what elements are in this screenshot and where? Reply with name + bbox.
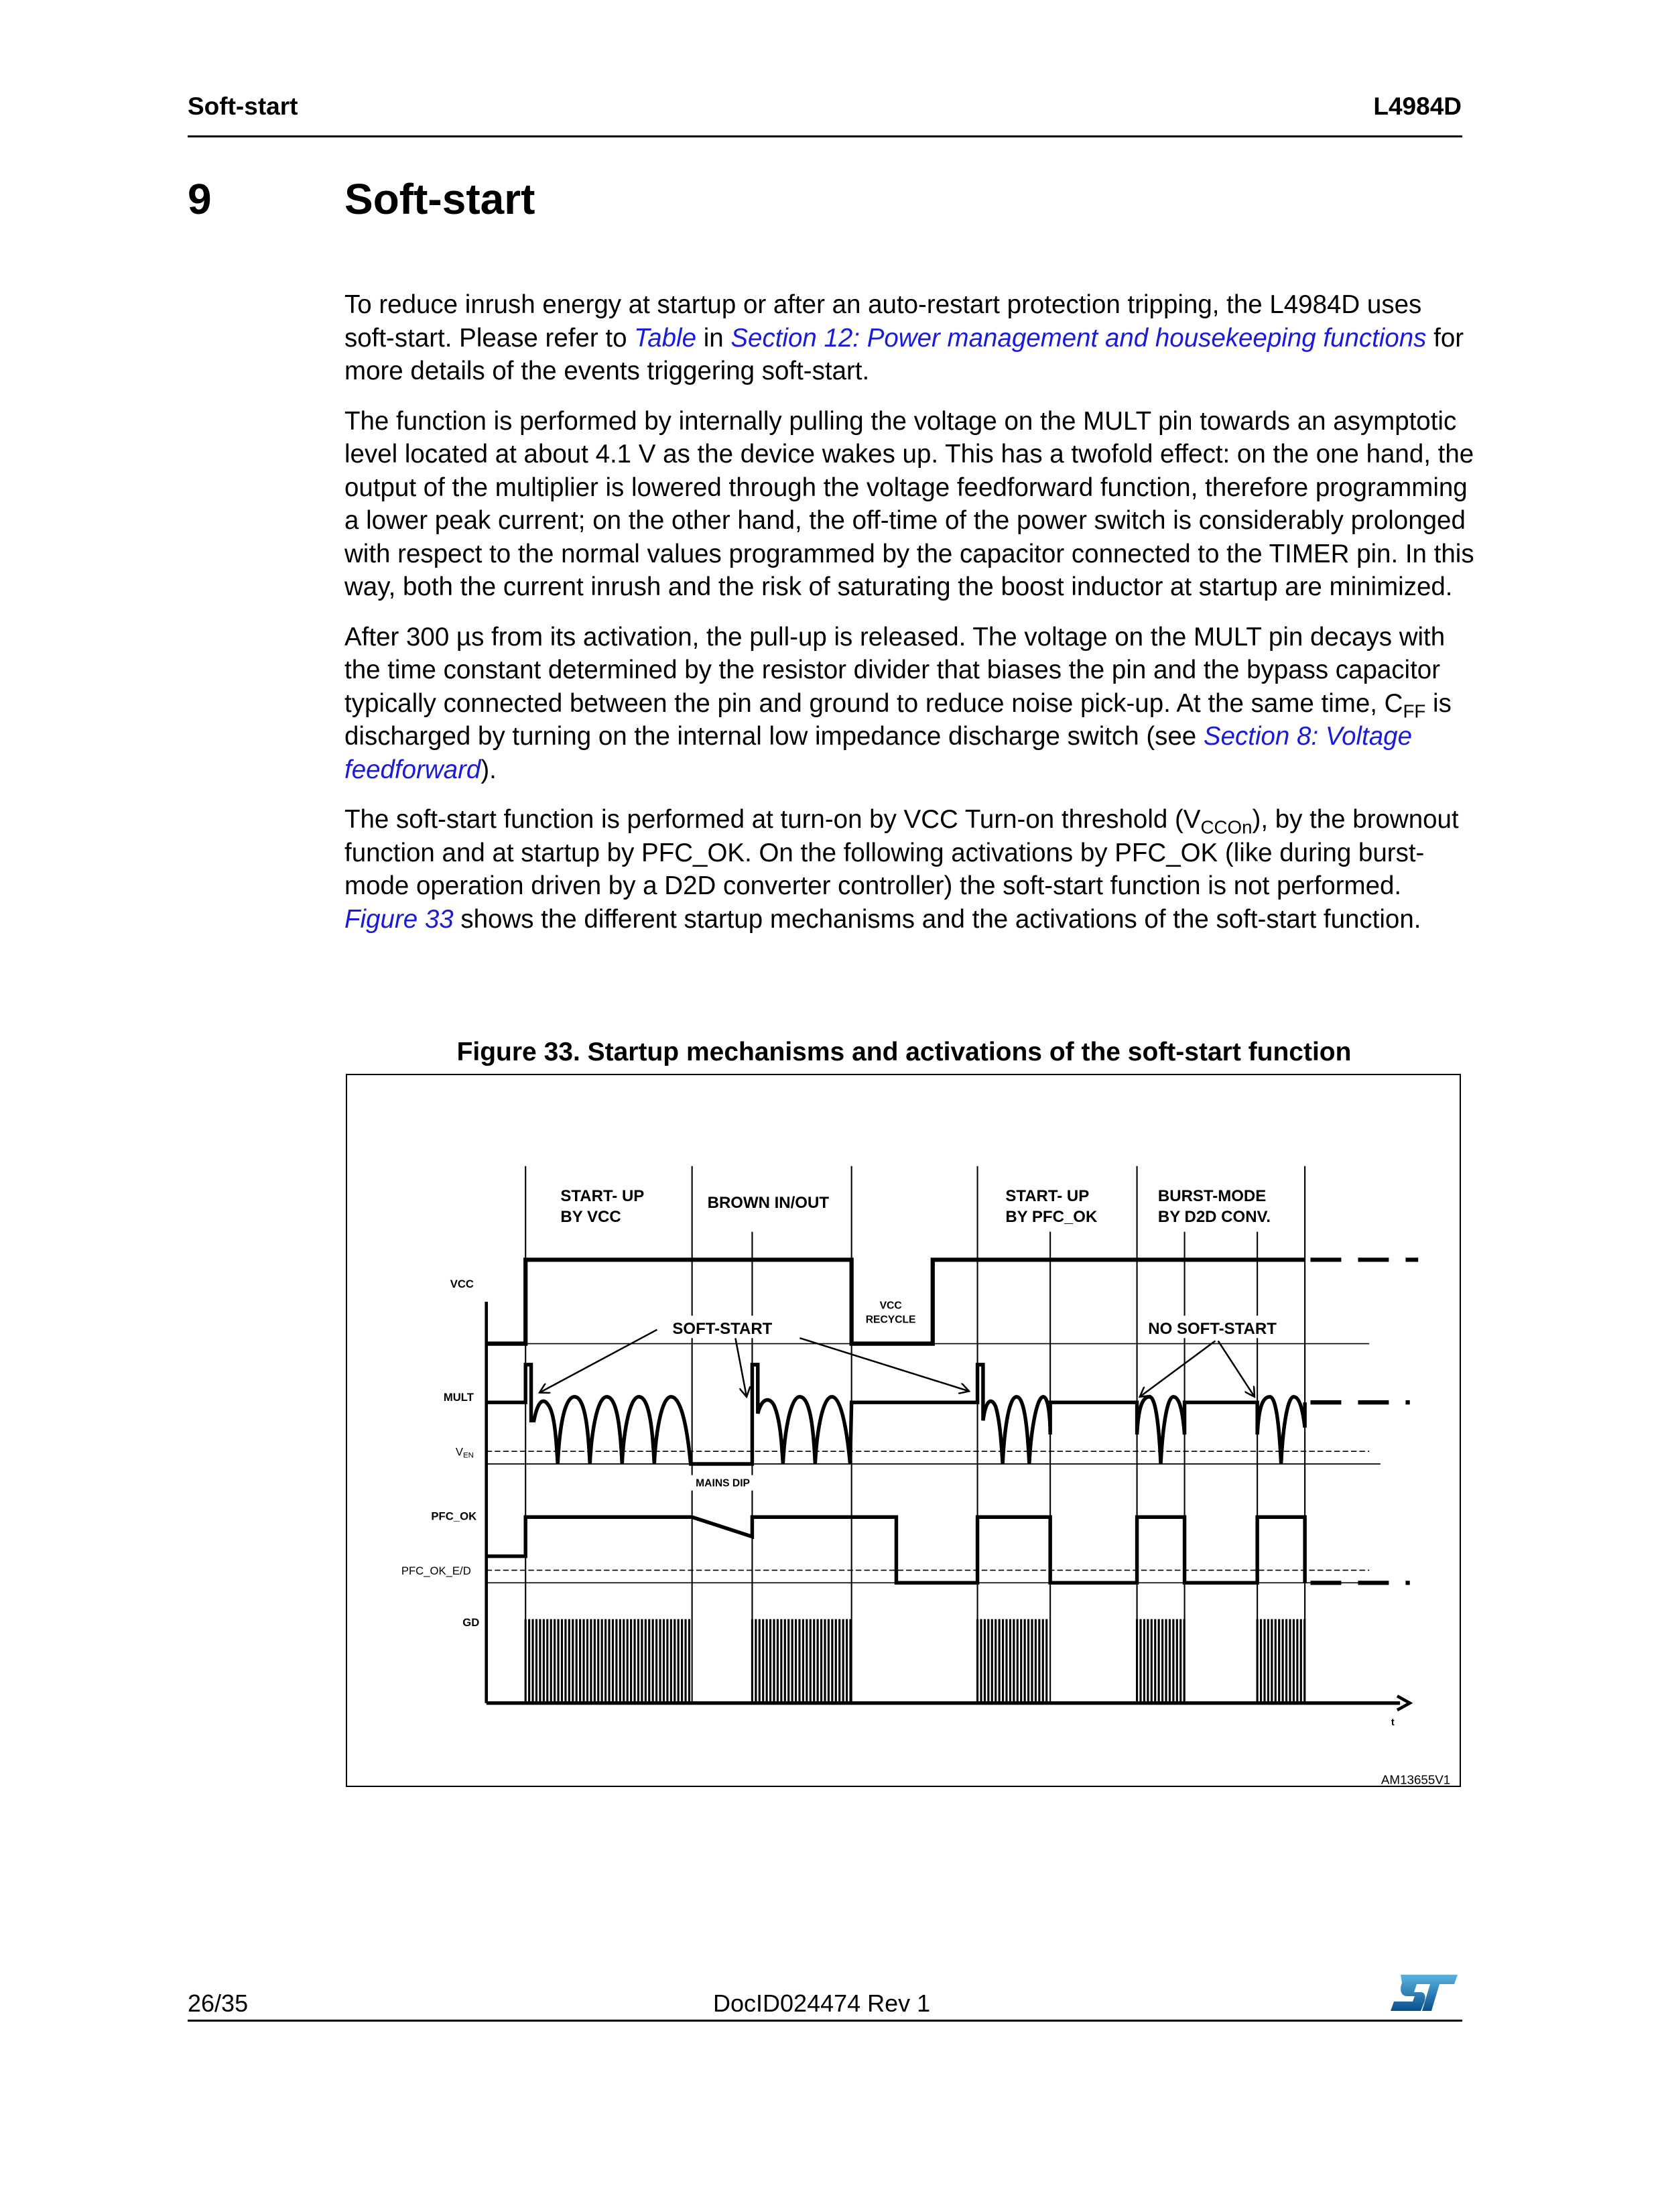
text: ). <box>481 755 497 784</box>
mains-dip-label: MAINS DIP <box>696 1477 751 1489</box>
signal-label-pfc-ok-ed: PFC_OK_E/D <box>401 1564 471 1577</box>
text: ), by the brownout function and at startup by PFC_OK. On the following activations by PFC_OK (like during burst-mode operation driven by a D2D converter controller) the soft-start function is not performed. <box>344 805 1459 900</box>
text: To reduce inrush energy at startup or after an auto-restart protection tripping, the L4984D uses soft-start. Please refer to <box>344 290 1422 353</box>
link-section-12[interactable]: Section 12: Power management and housekeeping functions <box>730 323 1427 353</box>
subscript: CCOn <box>1200 816 1253 838</box>
phase-label: BROWN IN/OUT <box>707 1194 829 1213</box>
phase-label: START- UP <box>1005 1186 1090 1205</box>
phase-label: START- UP <box>560 1186 645 1205</box>
running-header-section: Soft-start <box>188 93 298 120</box>
vcc-recycle-label: RECYCLE <box>865 1314 916 1326</box>
pfc-ok-waveform <box>487 1517 1410 1583</box>
document-id: DocID024474 Rev 1 <box>713 1989 931 2017</box>
paragraph-2: The function is performed by internally pulling the voltage on the MULT pin towards an asymptotic level located at about 4.1 V as the device wakes up. This has a twofold effect: on the one hand, the output of the multiplier is lowered through the voltage feedforward function, therefore programming a lower peak current; on the other hand, the off-time of the power switch is considerably prolonged with respect to the normal values programmed by the capacitor connected to the TIMER pin. In this way, both the current inrush and the risk of saturating the boost inductor at startup are minimized. <box>344 406 1474 601</box>
signal-label-vcc: VCC <box>450 1278 474 1291</box>
signal-label-pfc-ok: PFC_OK <box>431 1510 477 1523</box>
text: for more details of the events triggering soft-start. <box>344 323 1464 385</box>
body-text <box>344 288 1477 953</box>
link-section-8[interactable]: Section 8: Voltage feedforward <box>344 722 1412 784</box>
signal-label-gd: GD <box>462 1615 480 1629</box>
soft-start-label: SOFT-START <box>672 1319 773 1338</box>
no-soft-start-label: NO SOFT-START <box>1148 1319 1277 1338</box>
paragraph-4 <box>344 803 1477 936</box>
vcc-recycle-label: VCC <box>879 1300 902 1312</box>
text: The soft-start function is performed at turn-on by VCC Turn-on threshold (V <box>344 805 1201 834</box>
signal-label-ven: V <box>455 1445 464 1459</box>
phase-label: BY VCC <box>560 1208 621 1227</box>
time-axis-label: t <box>1391 1717 1395 1729</box>
page-number: 26/35 <box>188 1989 249 2017</box>
subscript: FF <box>1403 700 1426 721</box>
figure-reference-id: AM13655V1 <box>1381 1772 1451 1787</box>
figure-33-frame <box>346 1074 1461 1787</box>
paragraph-3 <box>344 621 1477 787</box>
st-logo-icon <box>1387 1969 1461 2016</box>
paragraph-1 <box>344 288 1477 388</box>
annotation-arrows <box>539 1330 1255 1397</box>
timing-diagram <box>347 1075 1462 1788</box>
section-number: 9 <box>188 175 212 223</box>
figure-caption: Figure 33. Startup mechanisms and activations of the soft-start function <box>456 1038 1352 1066</box>
header-rule <box>188 135 1462 137</box>
phase-label: BURST-MODE <box>1157 1186 1267 1205</box>
text: is discharged by turning on the internal low impedance discharge switch (see <box>344 688 1452 751</box>
phase-label: BY PFC_OK <box>1005 1208 1098 1227</box>
running-header-product: L4984D <box>1373 93 1462 120</box>
section-title: Soft-start <box>344 175 535 223</box>
signal-label-mult: MULT <box>443 1391 474 1404</box>
text: After 300 µs from its activation, the pull-up is released. The voltage on the MULT pin decays with the time constant determined by the resistor divider that biases the pin and the bypass capacitor typically connected between the pin and ground to reduce noise pick-up. At the same time, C <box>344 622 1446 718</box>
svg-text:VEN <box>456 1445 474 1459</box>
link-figure-33[interactable]: Figure 33 <box>344 904 454 934</box>
mult-waveform <box>487 1365 1410 1464</box>
signal-label-ven-sub: EN <box>463 1451 474 1460</box>
phase-labels <box>560 1187 1271 1226</box>
link-table[interactable]: Table <box>634 323 704 353</box>
footer-rule <box>188 2020 1462 2022</box>
phase-label: BY D2D CONV. <box>1157 1208 1271 1227</box>
text: in <box>703 323 731 353</box>
text: shows the different startup mechanisms and the activations of the soft-start function. <box>453 904 1421 934</box>
